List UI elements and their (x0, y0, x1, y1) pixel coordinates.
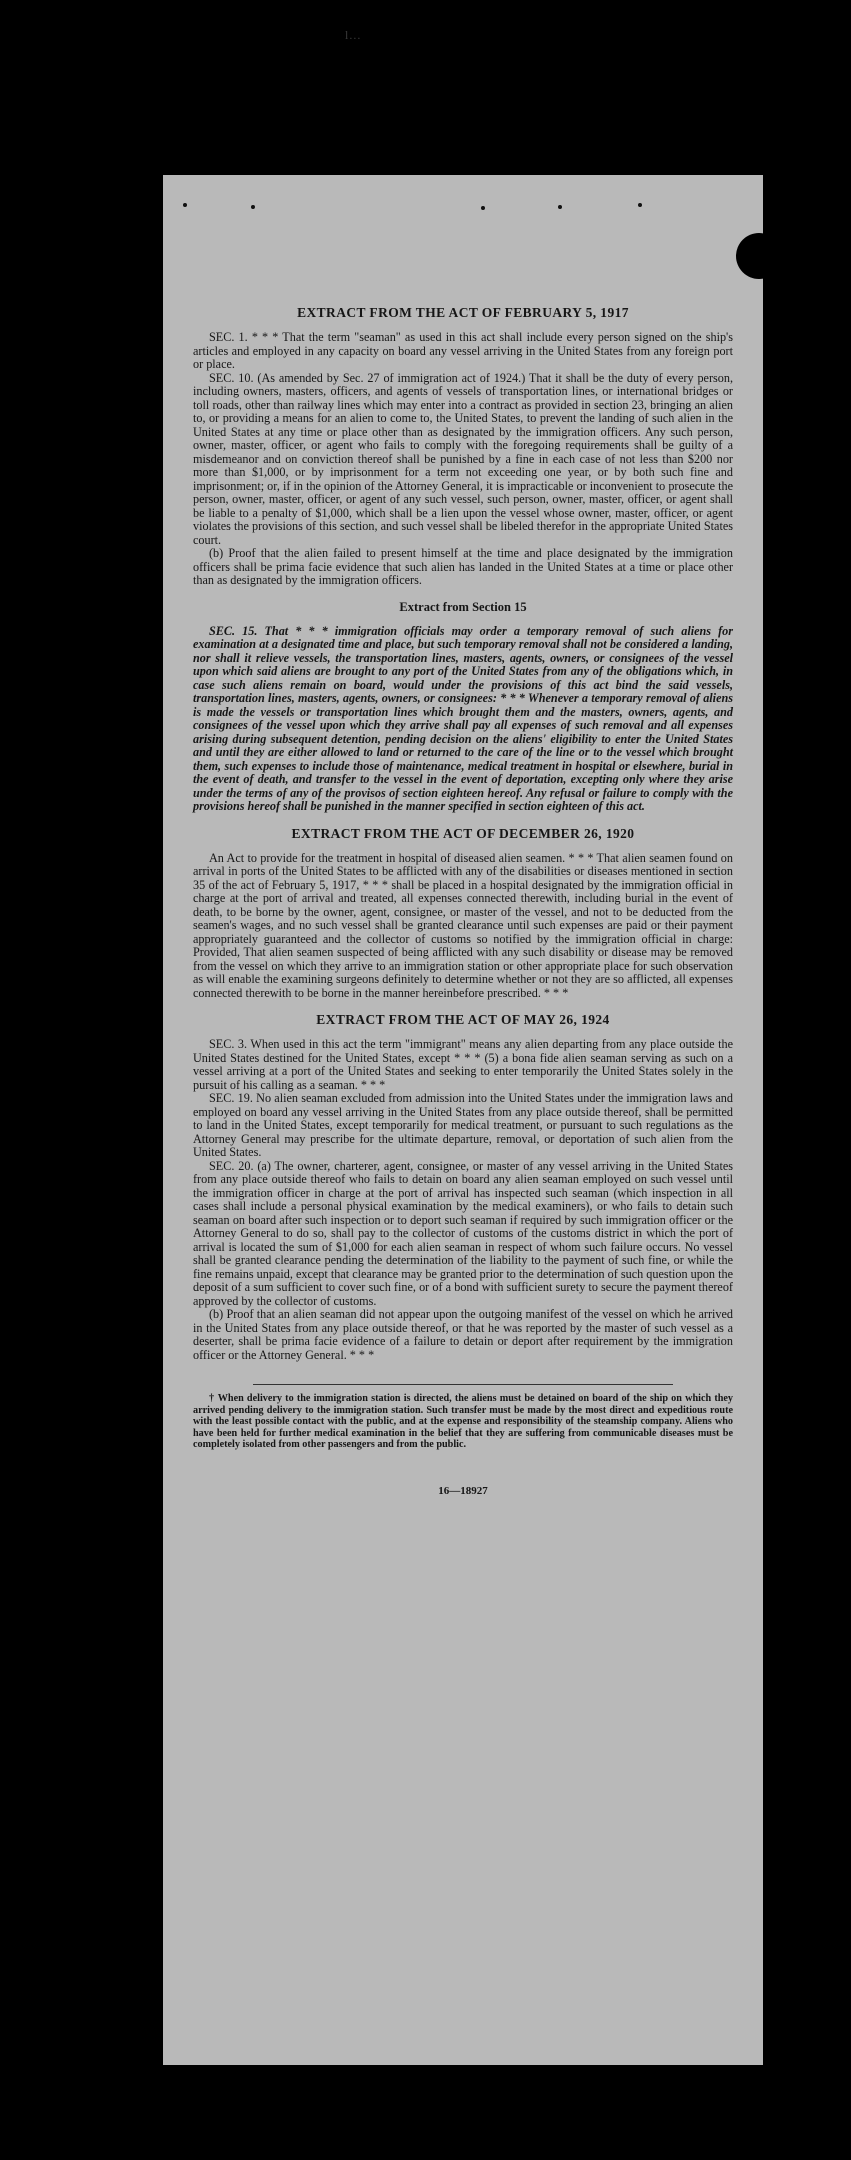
speck (638, 203, 642, 207)
section-heading: EXTRACT FROM THE ACT OF FEBRUARY 5, 1917 (297, 305, 629, 320)
paragraph: SEC. 10. (As amended by Sec. 27 of immigration act of 1924.) That it shall be the duty of every person, including owners, masters, officers, and agents of vessels of transportation lines, or international bridges or toll roads, other than railway lines which may enter into a contract as provided in section 23, bringing an alien to, or providing a means for an alien to come to, the United States, to prevent the landing of such alien in the United States at any time or place other than as designated by the immigration officers. Any such person, owner, master, officer, or agent who fails to comply with the foregoing requirements shall be guilty of a misdemeanor and on conviction thereof shall be punished by a fine in each case of not less than $200 nor more than $1,000, or by imprisonment for a term not exceeding one year, or by both such fine and imprisonment; or, if in the opinion of the Attorney General, it is impracticable or inconvenient to prosecute the person, owner, master, officer, or agent of any such vessel, such person, owner, master, officer, or agent shall be liable to a penalty of $1,000, which shall be a lien upon the vessel whose owner, master, officer, or agent violates the provisions of this section, and such vessel shall be libeled therefor in the appropriate United States court. (193, 370, 733, 547)
paragraph: SEC. 3. When used in this act the term "immigrant" means any alien departing from any place outside the United States destined for the United States, except * * * (5) a bona fide alien seaman serving as such on a vessel arriving at a port of the United States and seeking to enter temporarily the United States solely in the pursuit of his calling as a seaman. * * * (193, 1037, 733, 1092)
footnote-text: † When delivery to the immigration station is directed, the aliens must be detained on board of the ship on which they arrived pending delivery to the immigration station. Such transfer must be made by the most direct and expeditious route with the least possible contact with the public, and at the expense and responsibility of the steamship company. Aliens who have been held for further medical examination in the belief that they are suffering from communicable diseases must be completely isolated from other passengers and from the public. (193, 1393, 733, 1450)
footnote-divider (253, 1384, 673, 1385)
form-code: 16—18927 (438, 1484, 488, 1497)
paragraph: SEC. 1. * * * That the term "seaman" as used in this act shall include every person signed on the ship's articles and employed in any capacity on board any vessel arriving in the United States from any foreign port or place. (193, 330, 733, 371)
section-heading: Extract from Section 15 (399, 599, 527, 614)
speck (481, 206, 485, 210)
document-page (163, 175, 763, 2065)
speck (251, 205, 255, 209)
paragraph: SEC. 20. (a) The owner, charterer, agent, consignee, or master of any vessel arriving in the United States from any place outside thereof who fails to detain on board any alien seaman employed on such vessel until the immigration officer in charge at the port of arrival has inspected such seaman (which inspection in all cases shall include a personal physical examination by the medical examiners), or who fails to detain such seaman on board after such inspection or to deport such seaman if required by such immigration officer or the Attorney General to do so, shall pay to the collector of customs of the customs district in which the port of arrival is located the sum of $1,000 for each alien seaman in respect of whom such failure occurs. No vessel shall be granted clearance pending the determination of the liability to the payment of such fine, or while the fine remains unpaid, except that clearance may be granted prior to the determination of such question upon the deposit of a sum sufficient to cover such fine, or of a bond with sufficient surety to secure the payment thereof approved by the collector of customs. (193, 1158, 733, 1308)
section-act-1920 (193, 826, 733, 1001)
section-heading: EXTRACT FROM THE ACT OF DECEMBER 26, 1920 (291, 825, 635, 841)
section-heading: EXTRACT FROM THE ACT OF MAY 26, 1924 (316, 1012, 610, 1027)
punch-hole (736, 233, 763, 279)
paragraph: (b) Proof that the alien failed to present himself at the time and place designated by the immigration officers shall be prima facie evidence that such alien has landed in the United States at a time or place other than as designated by the immigration officers. (193, 546, 733, 587)
section-15-extract (193, 600, 733, 814)
section-act-1924 (193, 1012, 733, 1362)
section-act-1917 (193, 305, 733, 588)
paragraph: SEC. 19. No alien seaman excluded from admission into the United States under the immigration laws and employed on board any vessel arriving in the United States from any place outside thereof, shall be permitted to land in the United States, except temporarily for medical treatment, or pursuant to such regulations as the Attorney General may prescribe for the ultimate departure, removal, or deportation of such alien from the United States. (193, 1091, 733, 1159)
speck (183, 203, 187, 207)
footnote (193, 1393, 733, 1451)
paragraph: SEC. 15. That * * * immigration officials may order a temporary removal of such aliens for examination at a designated time and place, but such temporary removal shall not be considered a landing, nor shall it relieve vessels, the transportation lines, masters, agents, owners, or consignees of the vessel upon which said aliens are brought to any port of the United States from any of the obligations which, in case such aliens remain on board, would under the provisions of this act bind the said vessels, transportation lines, masters, agents, owners, or consignees: * * * Whenever a temporary removal of aliens is made the vessels or transportation lines which brought them and the masters, owners, agents, and consignees of the vessel upon which they arrive shall pay all expenses of such removal and all expenses arising during subsequent detention, pending decision on the aliens' eligibility to enter the United States and until they are either allowed to land or returned to the care of the line or to the vessel which brought them, such expenses to include those of maintenance, medical treatment in hospital or elsewhere, burial in the event of death, and transfer to the vessel in the event of deportation, excepting only where they arise under the terms of any of the provisos of section eighteen hereof. Any refusal or failure to comply with the provisions hereof shall be punished in the manner specified in section eighteen of this act. (193, 623, 733, 813)
top-mark: l... (345, 28, 362, 42)
paragraph: An Act to provide for the treatment in hospital of diseased alien seamen. * * * That alien seamen found on arrival in ports of the United States to be afflicted with any of the disabilities or diseases mentioned in section 35 of the act of February 5, 1917, * * * shall be placed in a hospital designated by the immigration official in charge at the port of arrival and treated, all expenses connected therewith, including burial in the event of death, to be borne by the owner, agent, consignee, or master of the vessel, and not to be deducted from the seamen's wages, and no such vessel shall be granted clearance until such expenses are paid or their payment appropriately guaranteed and the collector of customs so notified by the immigration official in charge: Provided, That alien seamen suspected of being afflicted with any such disability or disease may be removed from the vessel on which they arrive to an immigration station or other appropriate place for such observation as will enable the examining surgeons definitely to determine whether or not they are so afflicted, all expenses connected therewith to be borne in the manner hereinbefore prescribed. * * * (193, 850, 733, 1000)
speck (558, 205, 562, 209)
paragraph: (b) Proof that an alien seaman did not appear upon the outgoing manifest of the vessel on which he arrived in the United States from any place outside thereof, or that he was reported by the master of such vessel as a deserter, shall be prima facie evidence of a failure to detain or deport after requirement by the immigration officer or the Attorney General. * * * (193, 1307, 733, 1362)
